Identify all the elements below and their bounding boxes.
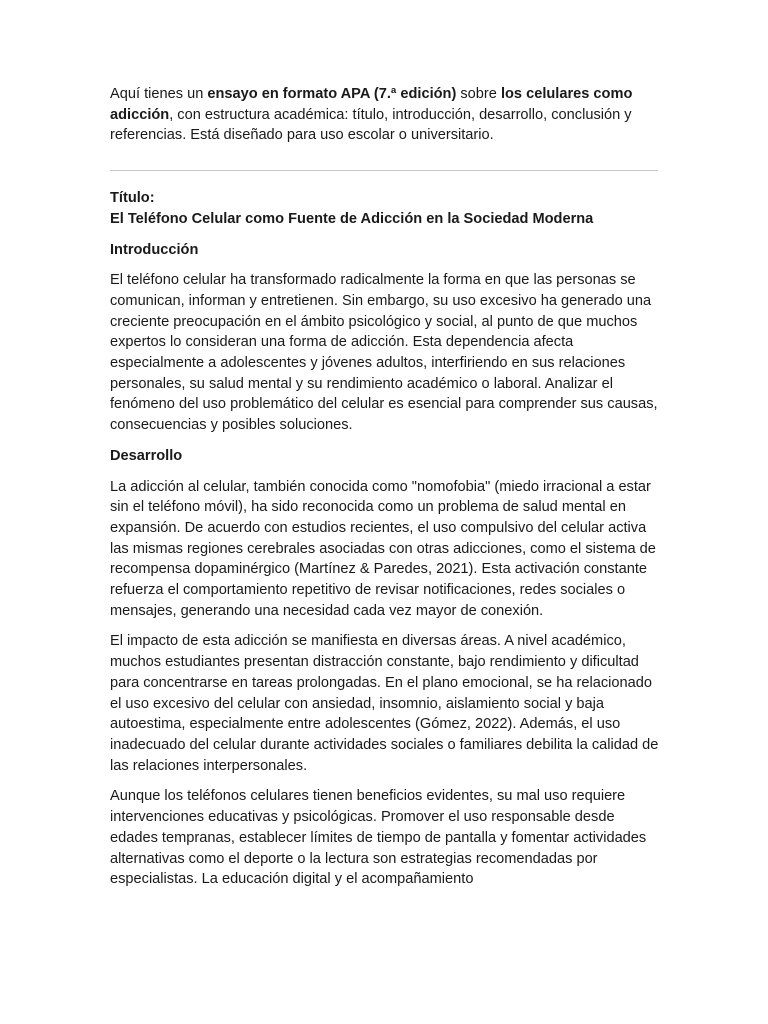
horizontal-divider (110, 170, 658, 171)
heading-introduccion: Introducción (110, 241, 199, 258)
title-label: Título: (110, 190, 155, 207)
essay-title-block (110, 188, 662, 229)
essay-title: El Teléfono Celular como Fuente de Adicción en la Sociedad Moderna (110, 210, 594, 227)
intro-paragraph (110, 84, 662, 146)
introduccion-paragraph: El teléfono celular ha transformado radicalmente la forma en que las personas se comunican, informan y entretienen. Sin embargo, su uso excesivo ha generado una creciente preocupación en el ámbito psicológico y social, al punto de que muchos expertos lo consideran una forma de adicción. Esta dependencia afecta especialmente a adolescentes y jóvenes adultos, interfiriendo en sus relaciones personales, su salud mental y su rendimiento académico o laboral. Analizar el fenómeno del uso problemático del celular es esencial para comprender sus causas, consecuencias y posibles soluciones. (110, 272, 658, 434)
heading-desarrollo: Desarrollo (110, 447, 183, 464)
intro-text-1: Aquí tienes un (110, 86, 208, 102)
intro-bold-2: los celulares como adicción (110, 86, 633, 123)
desarrollo-paragraph-1: La adicción al celular, también conocida como "nomofobia" (miedo irracional a estar sin el teléfono móvil), ha sido reconocida como un problema de salud mental en expansión. De acuerdo con estudios recientes, el uso compulsivo del celular activa las mismas regiones cerebrales asociadas con otras adicciones, como el sistema de recompensa dopaminérgico (Martínez & Paredes, 2021). Esta activación constante refuerza el comportamiento repetitivo de revisar notificaciones, redes sociales o mensajes, generando una necesidad cada vez mayor de conexión. (110, 478, 656, 619)
desarrollo-paragraph-3: Aunque los teléfonos celulares tienen beneficios evidentes, su mal uso requiere intervenciones educativas y psicológicas. Promover el uso responsable desde edades tempranas, establecer límites de tiempo de pantalla y fomentar actividades alternativas como el deporte o la lectura son estrategias recomendadas por especialistas. La educación digital y el acompañamiento (110, 788, 647, 888)
document-page (110, 84, 662, 900)
intro-text-3: , con estructura académica: título, introducción, desarrollo, conclusión y referencias. Está diseñado para uso escolar o universitario. (110, 106, 632, 144)
intro-bold-1: ensayo en formato APA (7.ª edición) (207, 86, 457, 102)
desarrollo-paragraph-2: El impacto de esta adicción se manifiesta en diversas áreas. A nivel académico, muchos estudiantes presentan distracción constante, bajo rendimiento y dificultad para concentrarse en tareas prolongadas. En el plano emocional, se ha relacionado el uso excesivo del celular con ansiedad, insomnio, aislamiento social y baja autoestima, especialmente entre adolescentes (Gómez, 2022). Además, el uso inadecuado del celular durante actividades sociales o familiares debilita la calidad de las relaciones interpersonales. (110, 633, 659, 774)
intro-text-2: sobre (456, 86, 501, 102)
